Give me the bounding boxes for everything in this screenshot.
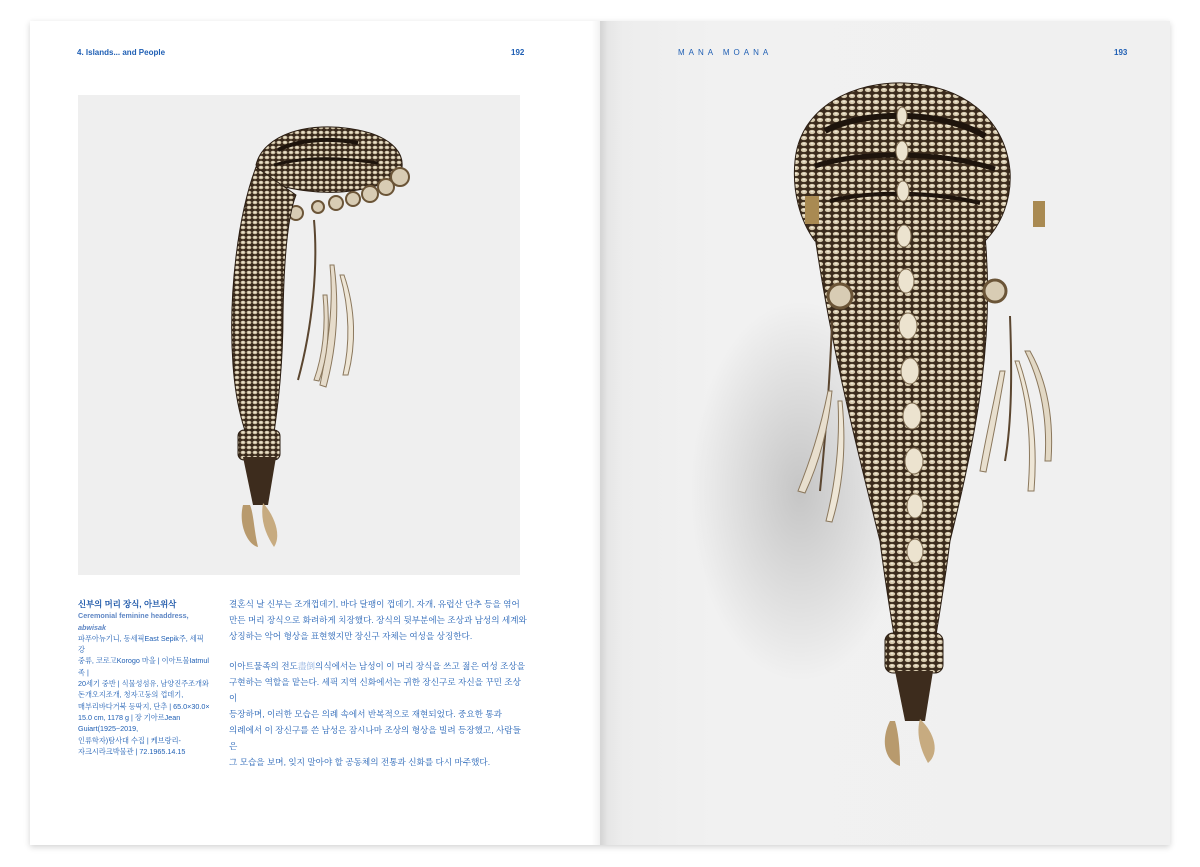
book-spread xyxy=(30,21,1170,845)
book-gutter xyxy=(592,21,608,845)
page-number-left: 192 xyxy=(511,48,525,57)
caption-line: 20세기 중반 | 식물성섬유, 남양진주조개와 xyxy=(78,679,209,689)
caption-line: 매부리바다거북 등딱지, 단추 | 65.0×30.0× xyxy=(78,701,210,711)
caption-line: 15.0 cm, 1178 g | 장 기아르Jean Guiart(1925~2019, xyxy=(78,712,181,734)
running-head-left: 4. Islands... and People xyxy=(77,48,166,57)
running-head-right: MANA MOANA xyxy=(678,48,773,57)
body-line: 그 모습을 보며, 잊지 말아야 할 공동체의 전통과 신화를 다시 마주했다. xyxy=(229,757,491,767)
body-line: 등장하며, 이러한 모습은 의례 속에서 반복적으로 재현되었다. 중요한 통과 xyxy=(229,709,502,719)
left-page xyxy=(30,21,600,845)
caption-line: 중류, 코로고Korogo 마을 | 이아트물Iatmul족 | xyxy=(78,656,209,677)
caption-title: 신부의 머리 장식, 아브위삭 xyxy=(78,599,177,609)
right-page xyxy=(600,21,1170,845)
caption-subtitle-italic: abwisak xyxy=(78,622,106,632)
body-line: 만든 머리 장식으로 화려하게 치장했다. 장식의 뒷부분에는 조상과 남성의 세계와 xyxy=(229,615,527,625)
body-line: 상징하는 악어 형상을 표현했지만 장신구 자체는 여성을 상징한다. xyxy=(229,631,473,641)
hanja-annotation: 盡倒 xyxy=(297,661,316,671)
headdress-photo-side-view xyxy=(78,95,520,575)
caption-line: 인류학자)탐사대 수집 | 케브랑리- xyxy=(78,735,181,745)
headdress-photo-front-view xyxy=(600,21,1170,845)
body-line: 결혼식 날 신부는 조개껍데기, 바다 달팽이 껍데기, 자개, 유럽산 단추 등을 엮어 xyxy=(229,599,520,609)
headdress-side-illustration xyxy=(78,95,520,575)
caption-subtitle-text: Ceremonial feminine headdress, xyxy=(78,611,189,621)
body-line: 이아트물족의 전도 xyxy=(229,661,298,671)
body-paragraph-2 xyxy=(229,658,529,770)
body-text xyxy=(229,596,529,784)
body-line: 구현하는 역할을 맡는다. 세픽 지역 신화에서는 귀한 장신구로 자신을 꾸민 조상이 xyxy=(229,677,521,703)
object-caption xyxy=(78,599,210,757)
caption-line: 자크시라크박물관 | 72.1965.14.15 xyxy=(78,746,186,756)
caption-line: 돈개오지조개, 청자고둥의 껍데기, xyxy=(78,690,184,700)
body-paragraph-1 xyxy=(229,596,529,644)
page-number-right: 193 xyxy=(1114,48,1128,57)
body-line: 의식에서는 남성이 이 머리 장식을 쓰고 젊은 여성 조상을 xyxy=(315,661,526,671)
caption-line: 파푸아뉴기니, 동세픽East Sepik주, 세픽강 xyxy=(78,633,204,655)
body-line: 의례에서 이 장신구를 쓴 남성은 잠시나마 조상의 형상을 빌려 등장했고, 사람들은 xyxy=(229,725,521,751)
caption-subtitle xyxy=(78,610,210,633)
